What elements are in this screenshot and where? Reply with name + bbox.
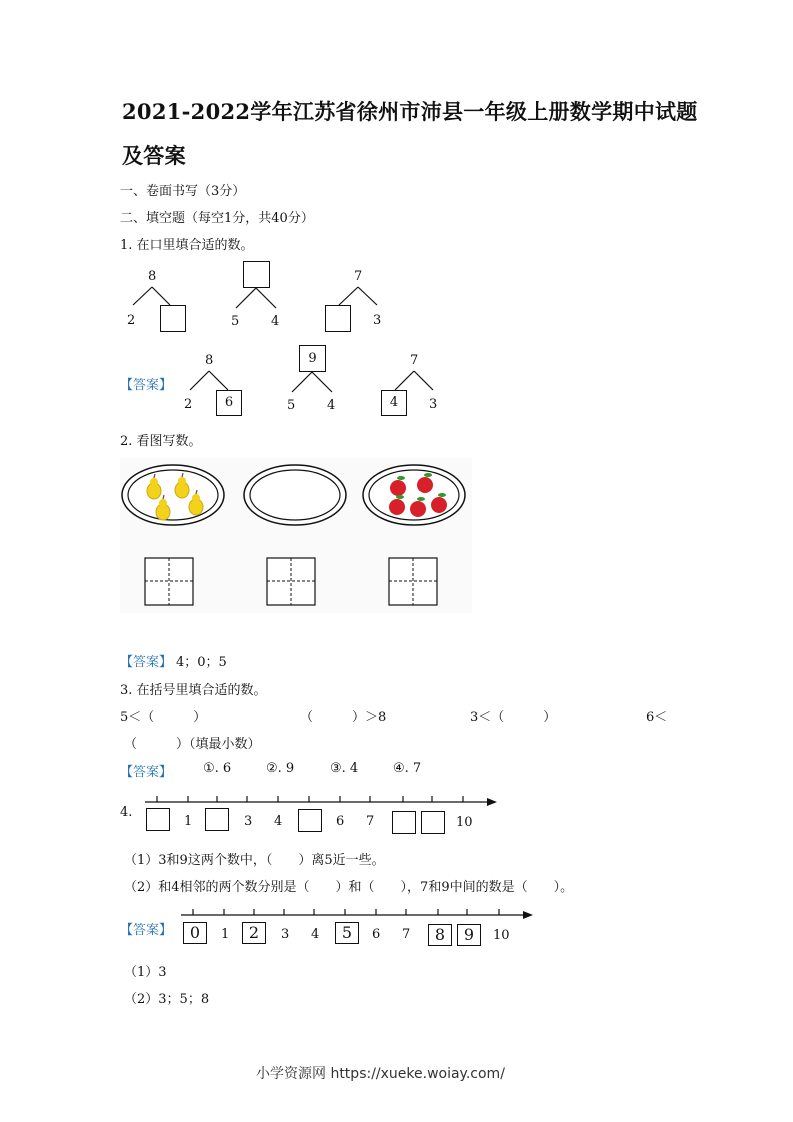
q4-ans-box-5: 5 <box>335 922 359 944</box>
q3-answer-1: ①. 6 <box>203 761 232 776</box>
page-title: 2021-2022学年江苏省徐州市沛县一年级上册数学期中试题 <box>122 99 698 124</box>
q4-ans-box-2: 2 <box>242 922 266 944</box>
q1-ans-tree1-top: 8 <box>205 353 214 368</box>
q4-ans-label-10: 10 <box>493 928 510 943</box>
section-2-heading: 二、填空题（每空1分，共40分） <box>120 211 314 226</box>
q1-tree3-right: 3 <box>373 313 382 328</box>
q1-ans-tree3-left-box: 4 <box>381 390 407 416</box>
q1-ans-tree2-right: 4 <box>327 398 336 413</box>
q4-label-7: 7 <box>366 814 375 829</box>
q4-answer-label: 【答案】 <box>120 923 173 938</box>
q4-ans-label-3: 3 <box>281 927 290 942</box>
page-title-line2: 及答案 <box>122 143 186 168</box>
q2-answer: 4；0；5 <box>176 655 227 670</box>
q4-ans-label-7: 7 <box>402 927 411 942</box>
arrow-right-icon <box>523 911 533 919</box>
q4-ans-label-6: 6 <box>372 927 381 942</box>
q3-item-3: 3＜（ ） <box>470 710 557 725</box>
q4-ans-box-9: 9 <box>457 924 481 946</box>
q1-tree3-top: 7 <box>354 269 363 284</box>
q1-ans-tree3-right: 3 <box>429 397 438 412</box>
q1-ans-tree1-right-box: 6 <box>216 390 242 416</box>
q4-ans-label-1: 1 <box>221 927 230 942</box>
q4-number: 4. <box>120 805 133 820</box>
q1-ans-tree2-top-box: 9 <box>299 345 326 372</box>
q1-tree2-left: 5 <box>231 314 240 329</box>
q4-answer-2: （2）3；5；8 <box>124 992 210 1007</box>
q1-ans-tree2-left: 5 <box>287 398 296 413</box>
q1-answer-label: 【答案】 <box>120 378 173 393</box>
q4-ans-label-4: 4 <box>311 927 320 942</box>
q3-line2: （ ）（填最小数） <box>124 737 261 752</box>
q4-label-4: 4 <box>274 814 283 829</box>
q1-prompt: 1. 在口里填合适的数。 <box>120 238 254 253</box>
section-1-heading: 一、卷面书写（3分） <box>120 184 246 199</box>
q4-label-10: 10 <box>456 815 473 830</box>
q1-tree1-top: 8 <box>148 269 157 284</box>
q4-answer-1: （1）3 <box>124 965 167 980</box>
q3-item-2: （ ）＞8 <box>300 710 387 725</box>
q1-tree1-left: 2 <box>127 313 136 328</box>
q4-ans-box-8: 8 <box>428 924 452 946</box>
q3-answer-3: ③. 4 <box>330 761 359 776</box>
q2-answer-label: 【答案】 <box>120 655 173 670</box>
q3-item-1: 5＜（ ） <box>120 710 207 725</box>
q4-label-6: 6 <box>336 814 345 829</box>
footer-link[interactable]: 小学资源网 https://xueke.woiay.com/ <box>256 1066 505 1082</box>
q3-answer-4: ④. 7 <box>393 761 422 776</box>
q4-sub1: （1）3和9这两个数中，（ ）离5近一些。 <box>124 853 385 868</box>
q4-label-3: 3 <box>244 814 253 829</box>
q1-ans-tree1-left: 2 <box>184 397 193 412</box>
q3-item-4: 6＜ <box>646 710 668 725</box>
q4-sub2: （2）和4相邻的两个数分别是（ ）和（ ），7和9中间的数是（ ）。 <box>124 880 574 895</box>
q1-tree2-right: 4 <box>271 314 280 329</box>
q4-label-1: 1 <box>184 814 193 829</box>
q1-ans-tree3-top: 7 <box>410 353 419 368</box>
q3-prompt: 3. 在括号里填合适的数。 <box>120 683 267 698</box>
q3-answer-2: ②. 9 <box>266 761 295 776</box>
q4-ans-box-0: 0 <box>183 922 207 944</box>
q3-answer-label: 【答案】 <box>120 765 173 780</box>
q2-prompt: 2. 看图写数。 <box>120 434 202 449</box>
